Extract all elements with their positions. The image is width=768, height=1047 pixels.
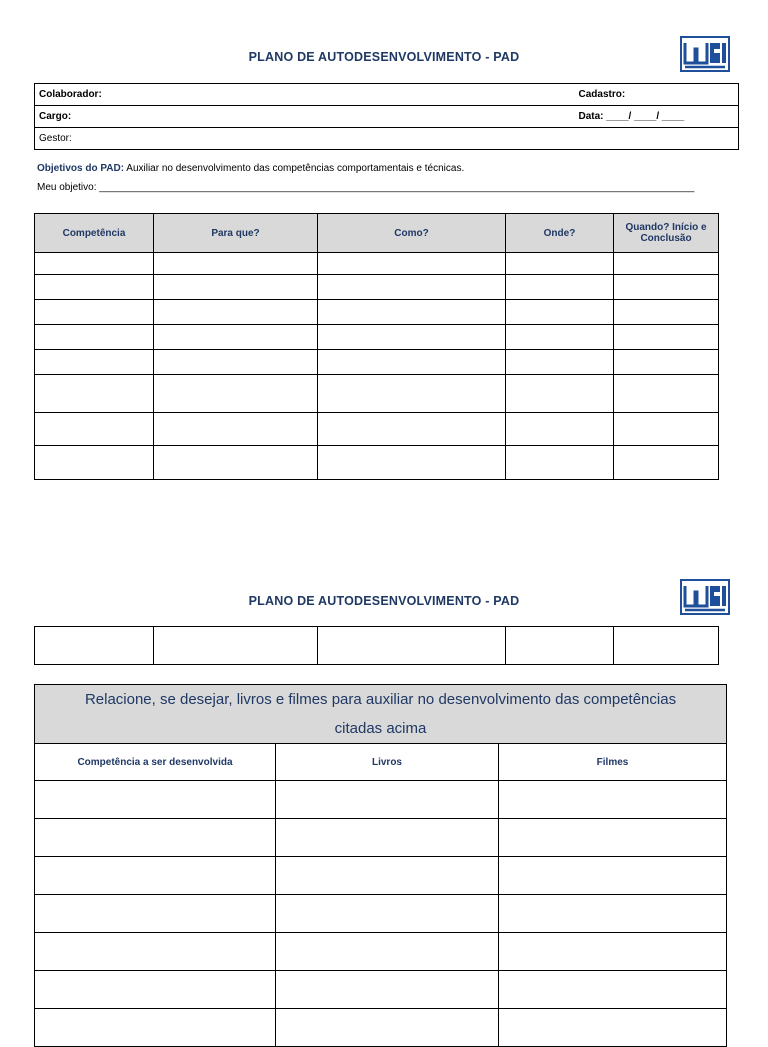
table-cell[interactable] [154,325,318,350]
table-cell[interactable] [614,300,719,325]
objetivos-label: Objetivos do PAD: [37,163,125,174]
table-cell[interactable] [35,350,154,375]
table-cell[interactable] [614,275,719,300]
page-title: PLANO DE AUTODESENVOLVIMENTO - PAD [248,50,520,64]
table-cell[interactable] [35,781,276,819]
table-cell[interactable] [506,253,614,275]
table-cell[interactable] [276,857,499,895]
table-cell[interactable] [35,275,154,300]
table-cell[interactable] [506,375,614,413]
header-onde: Onde? [506,214,614,253]
cargo-field[interactable] [35,106,575,128]
gestor-label: Gestor: [39,133,72,144]
continuation-table [34,626,719,665]
table-row [35,446,719,480]
cargo-label: Cargo: [39,111,72,122]
table-cell[interactable] [318,446,506,480]
table-cell[interactable] [276,1009,499,1047]
table-cell[interactable] [499,971,727,1009]
table-cell[interactable] [35,819,276,857]
employee-info-table [34,83,739,150]
table-cell[interactable] [614,253,719,275]
table-cell[interactable] [506,413,614,446]
table-cell[interactable] [154,413,318,446]
table-cell[interactable] [35,627,154,665]
table-cell[interactable] [506,275,614,300]
header-como: Como? [318,214,506,253]
table-cell[interactable] [154,446,318,480]
table-cell[interactable] [506,325,614,350]
development-plan-table [34,213,719,480]
table-cell[interactable] [318,275,506,300]
objetivos-text: Auxiliar no desenvolvimento das competências comportamentais e técnicas. [126,163,465,174]
table-cell[interactable] [614,375,719,413]
header-quando: Quando? Início e Conclusão [614,214,719,253]
table-row [35,933,727,971]
table-cell[interactable] [614,446,719,480]
table-cell[interactable] [276,895,499,933]
table-cell[interactable] [506,627,614,665]
data-field[interactable] [575,106,739,128]
table-row [35,275,719,300]
table-cell[interactable] [318,300,506,325]
header-filmes: Filmes [499,744,727,781]
table-cell[interactable] [318,627,506,665]
table-cell[interactable] [318,325,506,350]
table-row [35,819,727,857]
table-cell[interactable] [318,350,506,375]
weg-logo-2 [680,579,730,615]
books-films-table [34,684,727,1047]
cadastro-label: Cadastro: [578,89,626,100]
table-cell[interactable] [276,971,499,1009]
table-cell[interactable] [276,781,499,819]
table-cell[interactable] [499,895,727,933]
table-row [35,350,719,375]
table-row [35,413,719,446]
page-title-2: PLANO DE AUTODESENVOLVIMENTO - PAD [248,594,520,608]
table-cell[interactable] [35,413,154,446]
table-cell[interactable] [506,350,614,375]
table-row [35,375,719,413]
table-row [35,627,719,665]
books-films-title: Relacione, se desejar, livros e filmes para auxiliar no desenvolvimento das competências citadas acima [35,685,727,744]
table-row [35,325,719,350]
table-cell[interactable] [35,857,276,895]
table-row [35,857,727,895]
table-cell[interactable] [154,627,318,665]
objetivos-line [37,163,737,174]
table-cell[interactable] [499,857,727,895]
colaborador-field[interactable] [35,84,575,106]
header-competencia: Competência [35,214,154,253]
table-cell[interactable] [276,933,499,971]
table-cell[interactable] [35,933,276,971]
table-cell[interactable] [614,350,719,375]
table-cell[interactable] [154,350,318,375]
table-row [35,971,727,1009]
meu-objetivo-field[interactable]: Meu objetivo: ___________________________________________________________________________________________________________ [37,182,695,193]
table-cell[interactable] [499,1009,727,1047]
cadastro-field[interactable] [575,84,739,106]
header-para-que: Para que? [154,214,318,253]
table-row [35,781,727,819]
table-cell[interactable] [614,413,719,446]
table-cell[interactable] [499,819,727,857]
table-cell[interactable] [614,325,719,350]
table-cell[interactable] [499,781,727,819]
table-cell[interactable] [35,971,276,1009]
table-cell[interactable] [35,253,154,275]
header-livros: Livros [276,744,499,781]
header-competencia-desenvolvida: Competência a ser desenvolvida [35,744,276,781]
table-row [35,895,727,933]
data-label: Data: ____/ ____/ ____ [578,111,685,122]
weg-logo [680,36,730,72]
table-cell[interactable] [35,375,154,413]
table-cell[interactable] [35,895,276,933]
table-cell[interactable] [154,300,318,325]
table-cell[interactable] [614,627,719,665]
table-cell[interactable] [154,375,318,413]
table-cell[interactable] [499,933,727,971]
table-cell[interactable] [154,275,318,300]
table-cell[interactable] [35,300,154,325]
table-cell[interactable] [506,446,614,480]
table-cell[interactable] [318,375,506,413]
table-cell[interactable] [35,446,154,480]
table-cell[interactable] [154,253,318,275]
gestor-field[interactable] [35,128,739,150]
table-cell[interactable] [35,1009,276,1047]
table-row [35,300,719,325]
table-row [35,1009,727,1047]
table-cell[interactable] [276,819,499,857]
table-cell[interactable] [318,253,506,275]
table-row [35,253,719,275]
table-cell[interactable] [506,300,614,325]
table-cell[interactable] [35,325,154,350]
table-cell[interactable] [318,413,506,446]
colaborador-label: Colaborador: [39,89,102,100]
